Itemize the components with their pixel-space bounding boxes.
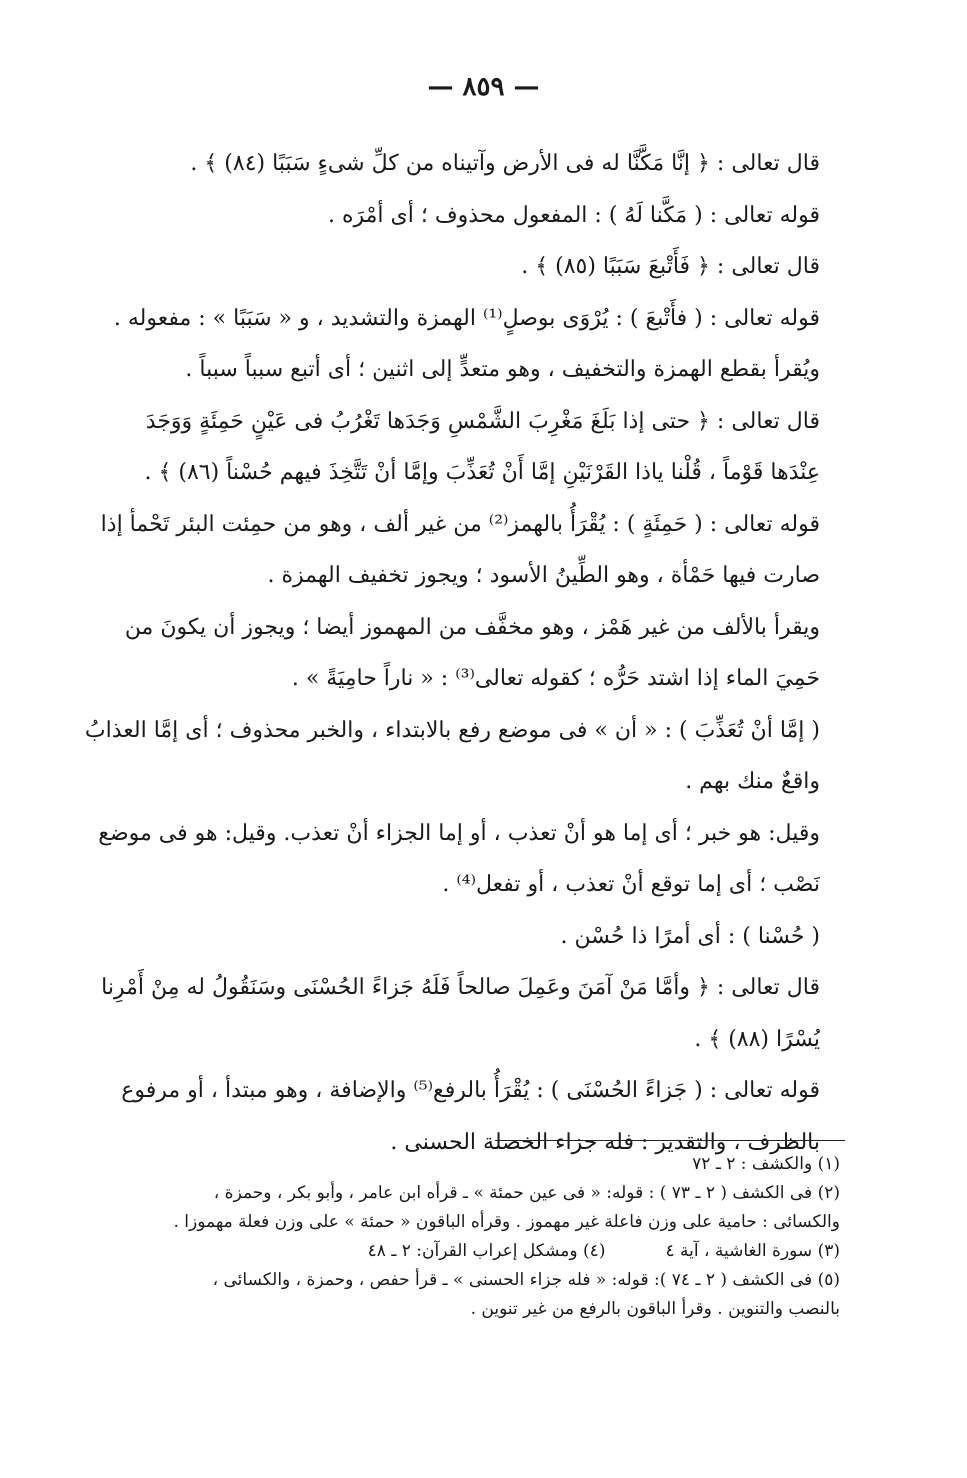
footnotes bbox=[50, 1150, 840, 1324]
text-line: ( إمَّا أنْ تُعَذِّبَ ) : « أن » فى موضع رفع بالابتداء ، والخبر محذوف ؛ أى إمَّا العذابُ bbox=[84, 717, 820, 743]
main-text bbox=[50, 138, 820, 1168]
text-line: حَمِيَ الماء إذا اشتد حَرُّه ؛ كقوله تعالى⁽³⁾ : « ناراً حامِيَةً » . bbox=[291, 666, 820, 691]
text-line: عِنْدَها قَوْماً ، قُلْنا ياذا القَرْنَيْنِ إمَّا أَنْ تُعَذِّبَ وإمَّا أنْ تَتَّخِذَ فيهم حُسْناً (٨٦) ﴾ . bbox=[144, 460, 820, 485]
footnote-line: (٢) فى الكشف ( ٢ ـ ٧٣ ) : قوله: « فى عين حمئة » ـ قرأه ابن عامر ، وأبو بكر ، وحمزة ، bbox=[213, 1183, 840, 1203]
footnote-line: (١) والكشف : ٢ ـ ٧٢ bbox=[692, 1154, 840, 1174]
text-line: قوله تعالى : ( جَزاءً الحُسْنَى ) : يُقْرَأُ بالرفع⁽⁵⁾ والإضافة ، وهو مبتدأ ، أو مرفوع bbox=[121, 1078, 820, 1103]
text-line: يُسْرًا (٨٨) ﴾ . bbox=[694, 1026, 820, 1052]
text-line: ويقرأ بالألف من غير هَمْز ، وهو مخفَّف من المهموز أيضا ؛ ويجوز أن يكونَ من bbox=[124, 614, 820, 640]
footnote-divider bbox=[495, 1140, 845, 1141]
text-line: واقعٌ منك بهم . bbox=[685, 769, 820, 794]
text-line: قال تعالى : ﴿ وأمَّا مَنْ آمَنَ وعَمِلَ صالحاً فَلَهُ جَزاءً الحُسْنَى وسَنَقُولُ له مِنْ أَمْرِنا bbox=[101, 975, 820, 1000]
page-number: — ٨٥٩ — bbox=[427, 72, 540, 102]
text-line: قوله تعالى : ( مَكَّنا لَهُ ) : المفعول محذوف ؛ أى أمْرَه . bbox=[327, 202, 820, 228]
text-line: صارت فيها حَمْأة ، وهو الطِّينُ الأسود ؛ ويجوز تخفيف الهمزة . bbox=[267, 563, 820, 588]
footnote-line: (٣) سورة الغاشية ، آية ٤ bbox=[665, 1241, 840, 1261]
text-line: وقيل: هو خبر ؛ أى إما هو أنْ تعذب ، أو إما الجزاء أنْ تعذب. وقيل: هو فى موضع bbox=[98, 820, 820, 846]
footnote-line: بالنصب والتنوين . وقرأ الباقون بالرفع من غير تنوين . bbox=[470, 1299, 840, 1319]
footnote-line: (٤) ومشكل إعراب القرآن: ٢ ـ ٤٨ bbox=[367, 1241, 606, 1261]
text-line: بالظرف ، والتقدير : فله جزاء الخصلة الحسنى . bbox=[390, 1129, 820, 1155]
text-line: قال تعالى : ﴿ فَأَتْبعَ سَبَبًا (٨٥) ﴾ . bbox=[521, 254, 820, 279]
footnote-line: (٥) فى الكشف ( ٢ ـ ٧٤ ): قوله: « فله جزاء الحسنى » ـ قرأ حفص ، وحمزة ، والكسائى ، bbox=[212, 1270, 840, 1290]
text-line: قوله تعالى : ( فأَتْبعَ ) : يُرْوَى بوصلٍ⁽¹⁾ الهمزة والتشديد ، و « سَبَبًا » : مفعوله . bbox=[113, 305, 820, 331]
footnote-row bbox=[50, 1237, 840, 1266]
text-line: قوله تعالى : ( حَمِئَةٍ ) : يُقْرَأُ بالهمز⁽²⁾ من غير ألف ، وهو من حمِئت البئر تَحْمأ إذا bbox=[100, 511, 820, 537]
text-line: ويُقرأ بقطع الهمزة والتخفيف ، وهو متعدٍّ إلى اثنين ؛ أى أتبع سبباً سبباً . bbox=[185, 357, 820, 382]
text-line: قال تعالى : ﴿ حتى إذا بَلَغَ مَغْرِبَ الشَّمْسِ وَجَدَها تَغْرُبُ فى عَيْنٍ حَمِئَةٍ وَوَجَدَ bbox=[145, 408, 820, 434]
text-line: قال تعالى : ﴿ إنَّا مَكَّنَّا له فى الأرض وآتيناه من كلِّ شىءٍ سَبَبًا (٨٤) ﴾ . bbox=[190, 151, 820, 176]
text-line: ( حُسْنا ) : أى أمرًا ذا حُسْن . bbox=[560, 923, 820, 949]
text-line: نَصْب ؛ أى إما توقع أنْ تعذب ، أو تفعل⁽⁴⁾ . bbox=[442, 872, 820, 897]
footnote-line: والكسائى : حامية على وزن فاعلة غير مهموز . وقرأه الباقون « حمئة » على وزن فعلة مهموزا . bbox=[173, 1212, 840, 1232]
